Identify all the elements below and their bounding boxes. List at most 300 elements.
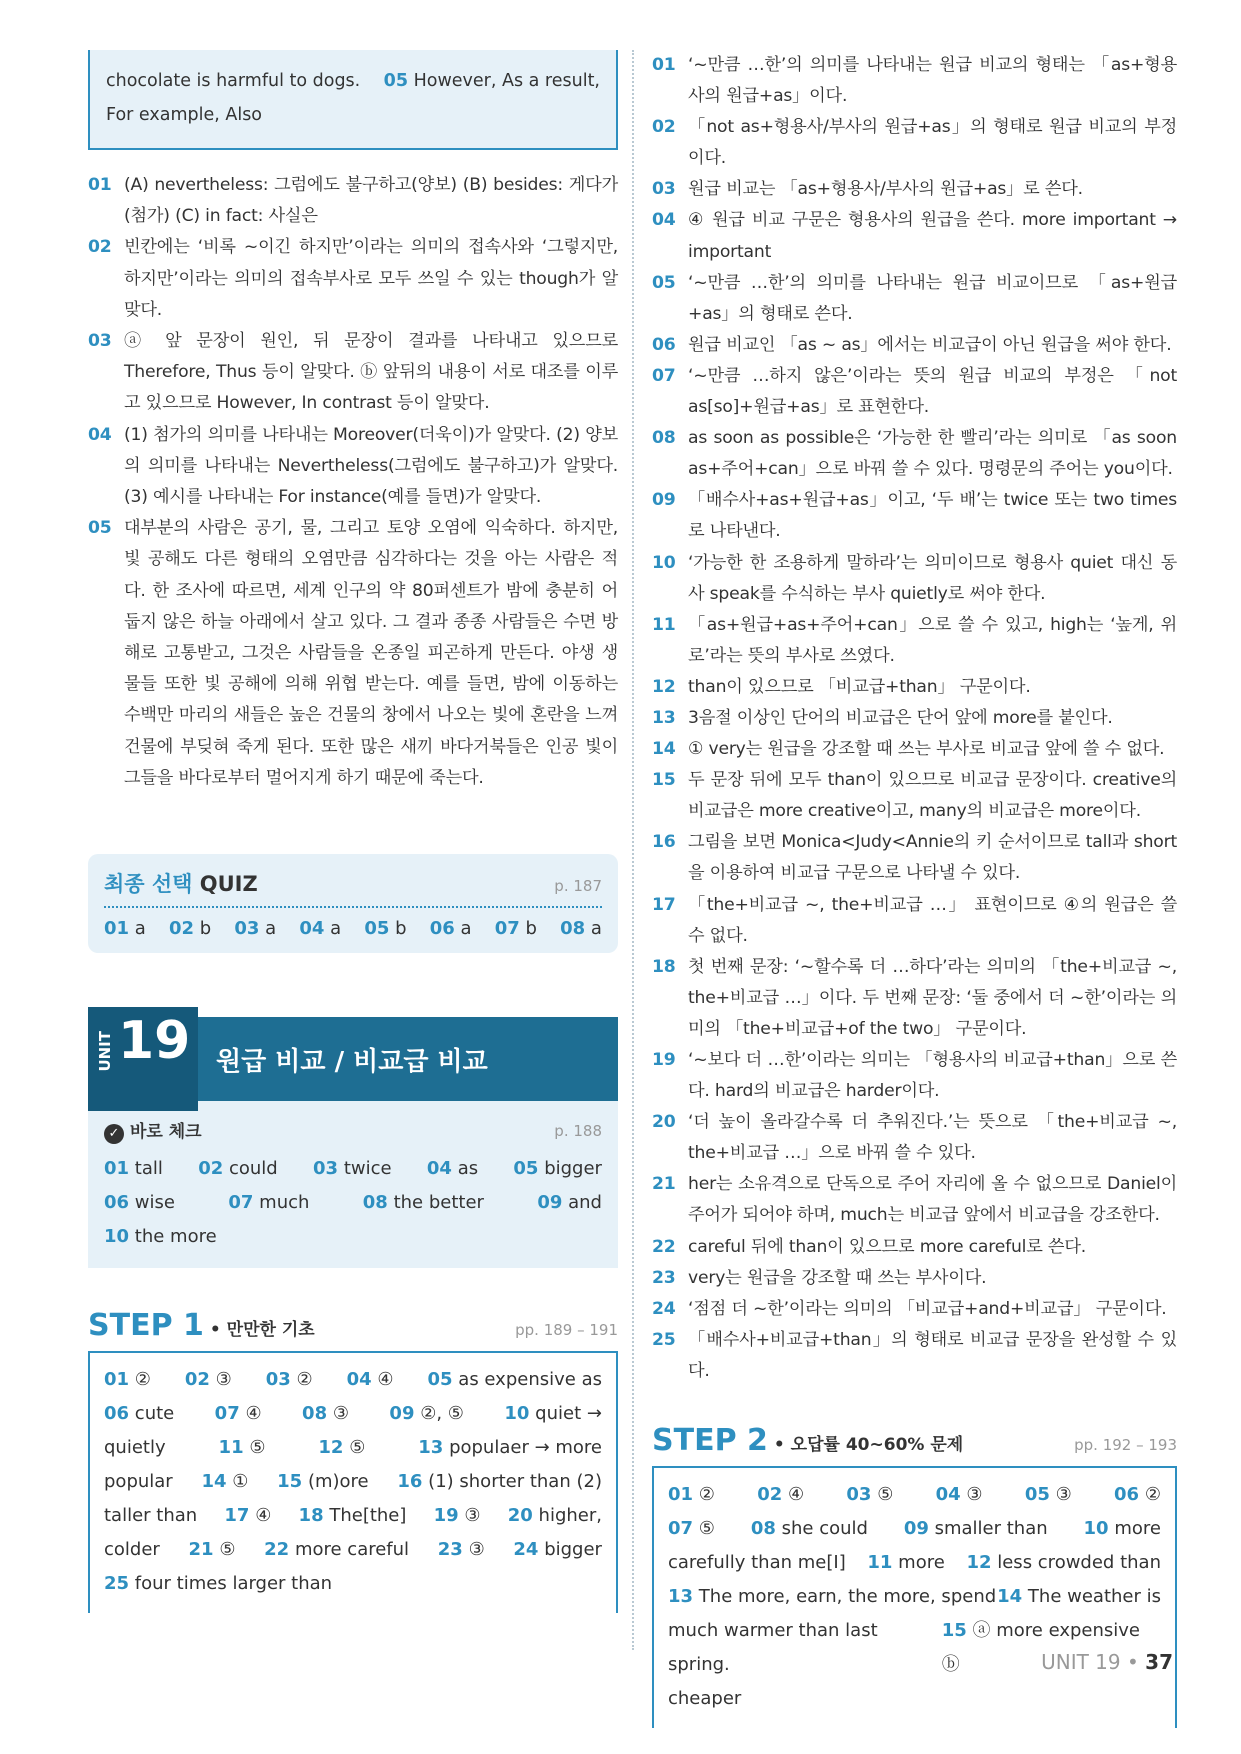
answer [513, 1533, 602, 1567]
explanation-item [652, 1294, 1177, 1325]
answer-text: b [525, 918, 537, 940]
answer [668, 1546, 846, 1580]
page-number: 37 [1145, 1650, 1173, 1674]
item-number: 03 [88, 331, 112, 352]
explanation-item [652, 703, 1177, 734]
explanation-text: ‘~만큼 …한’의 의미를 나타내는 원급 비교의 형태는 「as+형용사의 원급+as」이다. [688, 55, 1177, 107]
item-number: 01 [104, 1369, 130, 1391]
explanation-text: ‘가능한 한 조용하게 말하라’는 의미이므로 형용사 quiet 대신 동사 speak를 수식하는 부사 quietly로 써야 한다. [688, 552, 1177, 604]
explanation-text: 「not as+형용사/부사의 원급+as」의 형태로 원급 비교의 부정이다. [688, 117, 1177, 169]
item-number: 15 [941, 1620, 967, 1642]
item-number: 07 [652, 365, 676, 386]
answer-text: and [568, 1192, 602, 1214]
answer [104, 1533, 160, 1567]
answer-text: ③ [215, 1369, 232, 1391]
explanation-text: 빈칸에는 ‘비록 ~이긴 하지만’이라는 의미의 접속사와 ‘그렇지만, 하지만’이라는 의미의 접속부사로 모두 쓰일 수 있는 though가 알맞다. [124, 237, 618, 320]
answer [228, 1186, 309, 1220]
item-number: 06 [104, 1403, 130, 1425]
item-number: 16 [652, 832, 676, 853]
right-column [652, 50, 1177, 1728]
answer-text: a [265, 918, 277, 940]
answer [104, 1465, 173, 1499]
answer-row [104, 1465, 602, 1499]
answer-text: ② [698, 1484, 715, 1506]
answer [438, 1533, 485, 1567]
item-number: 18 [298, 1505, 324, 1527]
page-reference: pp. 192 – 193 [1074, 1436, 1177, 1455]
answer [418, 1431, 602, 1465]
answer-text: The[the] [329, 1505, 407, 1527]
answer [513, 1152, 602, 1186]
answer [434, 1499, 481, 1533]
quiz-header [104, 868, 602, 908]
answer-text: cheaper [668, 1688, 742, 1710]
answer [668, 1614, 942, 1682]
answer-text: tall [134, 1158, 163, 1180]
item-number: 01 [88, 175, 112, 195]
step-subtitle-text: 만만한 기초 [226, 1320, 315, 1341]
answer [313, 1152, 392, 1186]
item-number: 06 [429, 918, 455, 940]
item-number: 25 [104, 1573, 130, 1595]
item-number: 13 [418, 1437, 444, 1459]
explanation-text: 두 문장 뒤에 모두 than이 있으므로 비교급 문장이다. creative의 비교급은 more creative이고, many의 비교급은 more이다. [688, 770, 1177, 822]
answer-text: more [1114, 1518, 1161, 1540]
explanation-text: her는 소유격으로 단독으로 주어 자리에 올 수 없으므로 Daniel이 주어가 되어야 하며, much는 비교급 앞에서 비교급을 강조한다. [688, 1174, 1177, 1226]
answer-text: as [457, 1158, 479, 1180]
item-number: 07 [214, 1403, 240, 1425]
answer-text: ④ [245, 1403, 262, 1425]
item-number: 02 [757, 1484, 783, 1506]
item-number: 17 [224, 1505, 250, 1527]
answer [302, 1397, 349, 1431]
page-footer [1041, 1650, 1173, 1674]
explanation-item [88, 420, 618, 514]
answer [219, 1431, 266, 1465]
explanation-text: ‘~보다 더 …한’이라는 의미는 「형용사의 비교급+than」으로 쓴다. hard의 비교급은 harder이다. [688, 1050, 1177, 1102]
item-number: 03 [652, 179, 676, 200]
item-number: 12 [318, 1437, 344, 1459]
item-number: 04 [88, 424, 112, 445]
answer-row [104, 1533, 602, 1567]
item-number: 17 [652, 894, 676, 915]
answer [846, 1478, 893, 1512]
quiz-answer [364, 918, 406, 939]
answer [347, 1363, 394, 1397]
answer [104, 1499, 197, 1533]
item-number: 05 [652, 272, 676, 293]
item-number: 22 [652, 1236, 676, 1257]
answer [867, 1546, 944, 1580]
answer-text: could [228, 1158, 278, 1180]
explanation-text: 원급 비교는 「as+형용사/부사의 원급+as」로 쓴다. [688, 179, 1083, 200]
item-number: 10 [1083, 1518, 1109, 1540]
step1-title [88, 1308, 315, 1343]
explanation-item [652, 610, 1177, 672]
quiz-answer [234, 918, 276, 939]
item-number: 06 [652, 334, 676, 355]
item-number: 23 [652, 1267, 676, 1288]
explanation-text: 원급 비교인 「as ~ as」에서는 비교급이 아닌 원급을 써야 한다. [688, 334, 1172, 355]
explanation-text: ‘더 높이 올라갈수록 더 추워진다.’는 뜻으로 「the+비교급 ~, the+비교급 …」으로 바꿔 쓸 수 있다. [688, 1112, 1177, 1164]
explanation-text: as soon as possible은 ‘가능한 한 빨리’라는 의미로 「as soon as+주어+can」으로 바꿔 쓸 수 있다. 명령문의 주어는 you이다. [688, 428, 1177, 480]
answer [104, 1220, 217, 1254]
answer [936, 1478, 983, 1512]
answer [104, 1363, 151, 1397]
item-number: 12 [652, 676, 676, 697]
answer [318, 1431, 365, 1465]
answer-text: ③ [1055, 1484, 1072, 1506]
quiz-box [88, 854, 618, 953]
answer-text: However, As a result, [413, 71, 600, 91]
item-number: 14 [201, 1471, 227, 1493]
answer-text: more careful [294, 1539, 410, 1561]
explanation-text: ⓐ 앞 문장이 원인, 뒤 문장이 결과를 나타내고 있으므로 Therefore, Thus 등이 알맞다. ⓑ 앞뒤의 내용이 서로 대조를 이루고 있으므로 However, In contrast 등이 알맞다. [124, 331, 618, 414]
answer-text: quietly [104, 1437, 166, 1459]
answer [104, 1567, 332, 1601]
unit-title: 원급 비교 / 비교급 비교 [216, 1047, 488, 1078]
answer-line [106, 64, 600, 98]
answer [224, 1499, 271, 1533]
footer-unit-label: UNIT 19 [1041, 1650, 1121, 1674]
unit-tab [88, 1007, 198, 1111]
unit-word: UNIT [96, 1031, 114, 1072]
quiz-answer [430, 918, 472, 939]
quick-check-header [104, 1117, 602, 1144]
item-number: 21 [188, 1539, 214, 1561]
answer [299, 1499, 407, 1533]
item-number: 02 [652, 117, 676, 138]
answer-row [104, 1499, 602, 1533]
unit-number: 19 [118, 1011, 191, 1072]
answer-text: ③ [966, 1484, 983, 1506]
answer-text: popular [104, 1471, 173, 1493]
answer-text: bigger [544, 1158, 602, 1180]
item-number: 09 [389, 1403, 415, 1425]
item-number: 19 [433, 1505, 459, 1527]
answer [504, 1397, 602, 1431]
answer-text: The more, earn, the more, spend [698, 1586, 997, 1608]
item-number: 02 [88, 237, 112, 258]
item-number: 21 [652, 1174, 676, 1195]
explanation-text: (A) nevertheless: 그럼에도 불구하고(양보) (B) besides: 게다가(첨가) (C) in fact: 사실은 [124, 175, 618, 227]
step-subtitle: • 오답률 40~60% 문제 [773, 1435, 964, 1456]
answer-text: the better [393, 1192, 484, 1214]
answer [104, 1186, 175, 1220]
answer-text: chocolate is harmful to dogs. [106, 71, 361, 91]
explanation-item [652, 765, 1177, 827]
item-number: 14 [652, 739, 676, 760]
item-number: 09 [537, 1192, 563, 1214]
explanation-item [652, 952, 1177, 1045]
answer [185, 1363, 232, 1397]
answer-text: b [199, 918, 212, 940]
answer-text: ⑤ [698, 1518, 715, 1540]
answer [104, 1152, 163, 1186]
answer [397, 1465, 602, 1499]
item-number: 02 [198, 1158, 224, 1180]
answer-text [384, 64, 600, 98]
item-number: 08 [652, 428, 676, 449]
item-number: 06 [104, 1192, 130, 1214]
item-number: 05 [427, 1369, 453, 1391]
answer-text: more [898, 1552, 945, 1574]
footer-dot: • [1127, 1650, 1139, 1674]
explanation-item [652, 268, 1177, 330]
answer-text: twice [343, 1158, 392, 1180]
item-number: 10 [652, 552, 676, 573]
explanation-item [652, 1169, 1177, 1231]
item-number: 11 [218, 1437, 244, 1459]
answer-text: four times larger than [134, 1573, 333, 1595]
explanation-text: ‘~만큼 …하지 않은’이라는 뜻의 원급 비교의 부정은 「not as[so]+원급+as」로 표현한다. [688, 365, 1177, 418]
answer-text: smaller than [934, 1518, 1048, 1540]
item-number: 08 [362, 1192, 388, 1214]
answer-text: ⑤ [219, 1539, 236, 1561]
quiz-answer [104, 918, 146, 939]
answer [428, 1363, 602, 1397]
answer-text: she could [781, 1518, 868, 1540]
answer [264, 1533, 409, 1567]
item-number: 05 [88, 518, 112, 539]
explanation-text: (1) 첨가의 의미를 나타내는 Moreover(더욱이)가 알맞다. (2) 양보의 의미를 나타내는 Nevertheless(그럼에도 불구하고)가 알맞다. (3) 예시를 나타내는 For instance(예를 들면)가 알맞다. [124, 424, 618, 508]
answer-text: wise [134, 1192, 175, 1214]
explanation-item [88, 326, 618, 420]
answer-text: ② [296, 1369, 313, 1391]
answer [427, 1152, 478, 1186]
answer-text: (1) shorter than (2) [428, 1471, 602, 1493]
explanation-text: careful 뒤에 than이 있으므로 more careful로 쓴다. [688, 1236, 1086, 1257]
explanation-item [88, 232, 618, 326]
item-number: 24 [513, 1539, 539, 1561]
answer-text: ④ [255, 1505, 272, 1527]
column-divider [632, 50, 634, 1650]
item-number: 05 [1024, 1484, 1050, 1506]
answer-text: For example, Also [106, 105, 263, 125]
answer-row [104, 1431, 602, 1465]
answer-text: ② [1144, 1484, 1161, 1506]
item-number: 04 [426, 1158, 452, 1180]
step-title-text: STEP 1 [88, 1308, 204, 1344]
item-number: 07 [494, 918, 520, 940]
item-number: 08 [560, 918, 586, 940]
answer [966, 1546, 1161, 1580]
page-reference: p. 188 [554, 1121, 602, 1140]
explanation-item [652, 205, 1177, 267]
item-number: 22 [264, 1539, 290, 1561]
item-number: 04 [346, 1369, 372, 1391]
explanation-item [88, 170, 618, 232]
item-number: 23 [437, 1539, 463, 1561]
explanation-text: 「the+비교급 ~, the+비교급 …」 표현이므로 ④의 원급은 쓸 수 없다. [688, 894, 1177, 946]
item-number: 13 [652, 707, 676, 728]
step-title-text: STEP 2 [652, 1423, 768, 1459]
explanation-item [652, 330, 1177, 361]
explanation-item [652, 1232, 1177, 1263]
explanation-text: 「배수사+as+원급+as」이고, ‘두 배’는 twice 또는 two times로 나타낸다. [688, 490, 1177, 542]
step1-header [88, 1308, 618, 1343]
answer [668, 1580, 996, 1614]
answer [668, 1512, 715, 1546]
answer [757, 1478, 804, 1512]
item-number: 04 [652, 210, 676, 231]
answer-text: cute [134, 1403, 175, 1425]
item-number: 19 [652, 1050, 676, 1070]
answer [508, 1499, 602, 1533]
quiz-title-korean: 최종 선택 [104, 872, 193, 897]
answer-text: higher, [538, 1505, 602, 1527]
item-number: 01 [668, 1484, 694, 1506]
item-number: 07 [668, 1518, 694, 1540]
answer-text: ③ [468, 1539, 485, 1561]
item-number: 20 [652, 1112, 676, 1133]
item-number: 03 [313, 1158, 339, 1180]
item-number: 25 [652, 1329, 676, 1350]
answer [104, 1431, 166, 1465]
item-number: 05 [513, 1158, 539, 1180]
explanation-item [652, 485, 1177, 547]
step-subtitle-text: 오답률 40~60% 문제 [790, 1435, 964, 1456]
explanation-text: ‘점점 더 ~한’이라는 의미의 「비교급+and+비교급」 구문이다. [688, 1298, 1167, 1319]
answer-text: the more [134, 1226, 217, 1248]
answer-text: ② [134, 1369, 151, 1391]
item-number: 01 [652, 55, 676, 75]
answer [537, 1186, 602, 1220]
item-number: 02 [168, 918, 195, 940]
item-number: 20 [507, 1505, 533, 1527]
explanation-item [652, 827, 1177, 889]
explanation-item [652, 361, 1177, 423]
item-number: 08 [302, 1403, 328, 1425]
answer-text: less crowded than [997, 1552, 1161, 1574]
answer [389, 1397, 464, 1431]
item-number: 11 [867, 1552, 893, 1574]
explanation-item [652, 1325, 1177, 1387]
answer [1025, 1478, 1072, 1512]
explanation-item [652, 50, 1177, 112]
left-column [88, 50, 618, 1613]
item-number: 01 [104, 918, 130, 940]
answer-text: ⑤ [349, 1437, 366, 1459]
answer-text: bigger [544, 1539, 602, 1561]
page-reference: pp. 189 – 191 [515, 1321, 618, 1340]
answer-text: much warmer than last spring. [668, 1620, 878, 1676]
item-number: 09 [903, 1518, 929, 1540]
answer-text: ③ [464, 1505, 481, 1527]
answer-text: carefully than me[I] [668, 1552, 846, 1574]
answer-text: taller than [104, 1505, 198, 1527]
explanation-text: 대부분의 사람은 공기, 물, 그리고 토양 오염에 익숙하다. 하지만, 빛 공해도 다른 형태의 오염만큼 심각하다는 것을 아는 사람은 적다. 한 조사에 따르면, 세계 인구의 약 80퍼센트가 밤에 충분히 어둡지 않은 하늘 아래에서 살고 있다. 그 결과 종종 사람들은 수면 방해로 고통받고, 그것은 사람들을 온종일 피곤하게 만든다. 야생 생물들 또한 빛 공해에 의해 위협 받는다. 예를 들면, 밤에 이동하는 수백만 마리의 새들은 높은 건물의 창에서 나오는 빛에 혼란을 느껴 건물에 부딪혀 죽게 된다. 또한 많은 새끼 바다거북들은 인공 빛이 그들을 바다로부터 멀어지게 하기 때문에 죽는다. [124, 518, 618, 788]
answer [668, 1478, 715, 1512]
quiz-answer [495, 918, 537, 939]
answer-row [104, 1220, 602, 1254]
explanation-text: ‘~만큼 …한’의 의미를 나타내는 원급 비교이므로 「as+원급+as」의 형태로 쓴다. [688, 272, 1177, 324]
answer-text: populaer → more [449, 1437, 602, 1459]
explanation-list-right [652, 50, 1177, 1387]
step2-title [652, 1423, 963, 1458]
item-number: 24 [652, 1298, 676, 1319]
explanation-text: 「as+원급+as+주어+can」으로 쓸 수 있고, high는 ‘높게, 위로’라는 뜻의 부사로 쓰였다. [688, 614, 1177, 666]
explanation-text: 첫 번째 문장: ‘~할수록 더 …하다’라는 의미의 「the+비교급 ~, the+비교급 …」이다. 두 번째 문장: ‘둘 중에서 더 ~한’이라는 의미의 「the+비교급+of the two」 구문이다. [688, 956, 1177, 1039]
item-number: 06 [1114, 1484, 1140, 1506]
explanation-text: 「배수사+비교급+than」의 형태로 비교급 문장을 완성할 수 있다. [688, 1329, 1177, 1381]
item-number: 07 [228, 1192, 254, 1214]
answer-text: a [590, 918, 602, 940]
explanation-item [652, 112, 1177, 174]
quiz-answer [560, 918, 602, 939]
answer [997, 1580, 1161, 1614]
answer-text: The weather is [1027, 1586, 1161, 1608]
answer [751, 1512, 868, 1546]
checkmark-icon: ✓ [104, 1124, 124, 1144]
item-number: 05 [383, 71, 409, 91]
explanation-item [652, 890, 1177, 952]
item-number: 08 [750, 1518, 776, 1540]
explanation-text: very는 원급을 강조할 때 쓰는 부사이다. [688, 1267, 987, 1288]
quick-check-title [104, 1117, 202, 1144]
item-number: 04 [935, 1484, 961, 1506]
answer-row [668, 1682, 1161, 1716]
answer-text: ⑤ [877, 1484, 894, 1506]
explanation-text: ① very는 원급을 강조할 때 쓰는 부사로 비교급 앞에 쓸 수 없다. [688, 739, 1165, 760]
explanation-text: 3음절 이상인 단어의 비교급은 단어 앞에 more를 붙인다. [688, 707, 1113, 728]
item-number: 10 [104, 1226, 130, 1248]
item-number: 12 [966, 1552, 992, 1574]
item-number: 11 [652, 614, 676, 635]
answer-row [104, 1567, 602, 1601]
quiz-answers [104, 908, 602, 939]
answer-row [668, 1478, 1161, 1512]
item-number: 18 [652, 956, 676, 977]
answer [104, 1397, 174, 1431]
answer-text: ③ [332, 1403, 349, 1425]
item-number: 13 [668, 1586, 694, 1608]
item-number: 01 [104, 1158, 130, 1180]
step2-header [652, 1423, 1177, 1458]
step1-answer-box [88, 1351, 618, 1613]
answer-text: ⑤ [249, 1437, 266, 1459]
answer-text: much [259, 1192, 310, 1214]
answer-row [668, 1512, 1161, 1546]
explanation-item [652, 423, 1177, 485]
answer-text: b [395, 918, 407, 940]
item-number: 05 [364, 918, 390, 940]
quiz-title [104, 868, 258, 898]
explanation-item [652, 672, 1177, 703]
item-number: 15 [652, 770, 676, 791]
explanation-item [652, 1045, 1177, 1107]
answer-text: ④ [377, 1369, 394, 1391]
answer [363, 1186, 484, 1220]
answer-text: ④ [788, 1484, 805, 1506]
answer-text: as expensive as [458, 1369, 602, 1391]
item-number: 02 [184, 1369, 210, 1391]
page-reference: p. 187 [554, 877, 602, 896]
quiz-answer [169, 918, 211, 939]
answer-text: (m)ore [307, 1471, 369, 1493]
answer [904, 1512, 1048, 1546]
item-number: 03 [846, 1484, 872, 1506]
step2-answer-box [652, 1466, 1177, 1728]
explanation-item [652, 548, 1177, 610]
answer-row [104, 1152, 602, 1186]
item-number: 15 [277, 1471, 303, 1493]
explanation-text: than이 있으므로 「비교급+than」 구문이다. [688, 676, 1031, 697]
item-number: 09 [652, 490, 676, 511]
answer [215, 1397, 262, 1431]
answer [189, 1533, 236, 1567]
explanation-item [652, 1107, 1177, 1169]
